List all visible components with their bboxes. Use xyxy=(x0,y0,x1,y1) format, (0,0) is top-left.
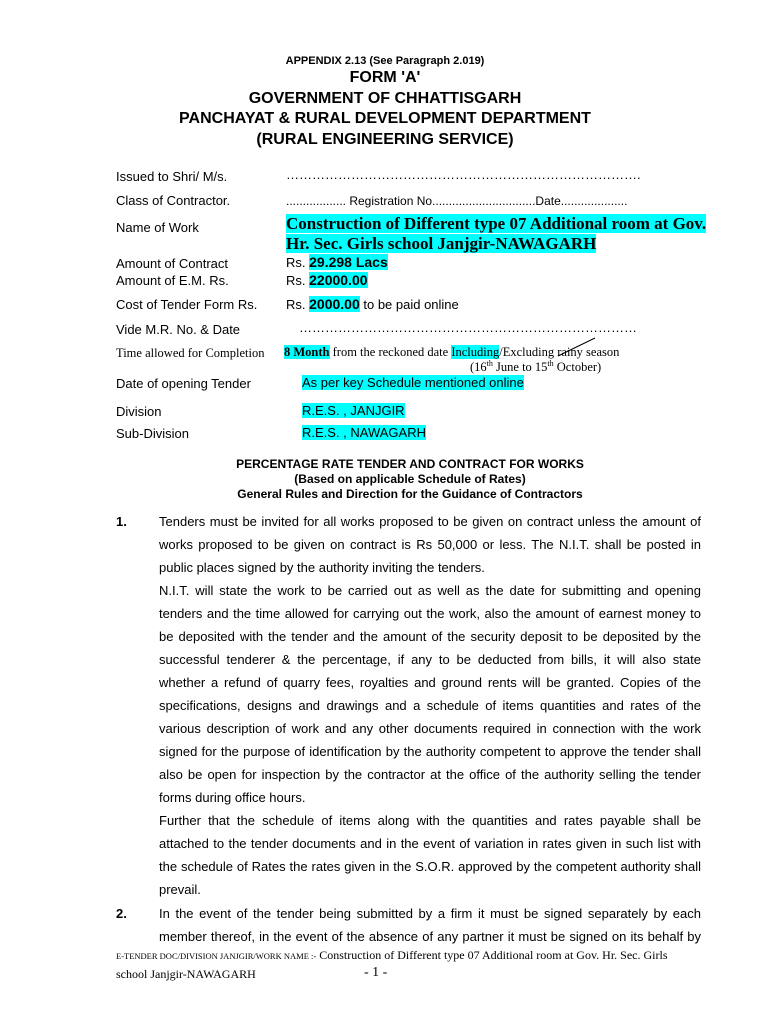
rainy-mid: June to 15 xyxy=(496,360,548,374)
work-name-line1: Construction of Different type 07 Additional room at Gov. xyxy=(286,214,707,233)
section-subtitle: (Based on applicable Schedule of Rates) xyxy=(294,472,526,486)
clause-body xyxy=(159,902,701,948)
division-value-row xyxy=(302,403,405,418)
time-text-2: /Excluding rainy season xyxy=(499,345,620,359)
work-name xyxy=(286,214,706,254)
opening-value: As per key Schedule mentioned online xyxy=(302,375,524,390)
strike-mark xyxy=(540,336,600,360)
rainy-open: (16 xyxy=(470,360,487,374)
division-value: R.E.S. , JANJGIR xyxy=(302,403,405,418)
amount-prefix: Rs. xyxy=(286,255,306,270)
subdivision-label: Sub-Division xyxy=(116,426,189,441)
section-title: PERCENTAGE RATE TENDER AND CONTRACT FOR WORKS xyxy=(236,457,584,471)
clause-number: 2. xyxy=(116,906,127,921)
rainy-sup-1: th xyxy=(486,358,493,368)
footer-prefix: E-TENDER DOC/DIVISION JANJGIR/WORK NAME :- xyxy=(116,951,317,961)
vide-label: Vide M.R. No. & Date xyxy=(116,322,241,337)
section-rules: General Rules and Direction for the Guidance of Contractors xyxy=(237,487,583,501)
amount-label: Amount of Contract xyxy=(116,256,228,271)
issued-value: ………………………………………………………………………. xyxy=(286,167,641,182)
subdivision-value: R.E.S. , NAWAGARH xyxy=(302,425,426,440)
opening-value-row xyxy=(302,375,524,390)
em-value-row xyxy=(286,272,368,288)
clause-number: 1. xyxy=(116,514,127,529)
rainy-close: October) xyxy=(556,360,602,374)
time-months: 8 Month xyxy=(284,345,330,359)
clause-paragraph: In the event of the tender being submitted by a firm it must be signed separately by each member thereof, in the event of the absence of any partner it must be signed on its behalf by xyxy=(159,906,701,944)
service-title: (RURAL ENGINEERING SERVICE) xyxy=(256,131,514,148)
class-label: Class of Contractor. xyxy=(116,193,231,208)
cost-suffix: to be paid online xyxy=(363,297,459,312)
department-title: PANCHAYAT & RURAL DEVELOPMENT DEPARTMENT xyxy=(179,110,591,127)
amount-value: 29.298 Lacs xyxy=(309,254,388,270)
footer-line-2: school Janjgir-NAWAGARH xyxy=(116,967,256,981)
time-text-1: from the reckoned date xyxy=(332,345,449,359)
class-registration-value: .................. Registration No...............................Date.................... xyxy=(286,194,628,208)
em-value: 22000.00 xyxy=(309,272,368,288)
government-title: GOVERNMENT OF CHHATTISGARH xyxy=(248,90,522,107)
footer-line xyxy=(116,948,668,963)
vide-value: …………………………………………………………………… xyxy=(299,320,637,335)
rainy-sup-2: th xyxy=(547,358,554,368)
amount-value-row xyxy=(286,254,388,270)
appendix-ref: APPENDIX 2.13 (See Paragraph 2.019) xyxy=(285,55,485,67)
em-prefix: Rs. xyxy=(286,273,306,288)
clause-paragraph: Tenders must be invited for all works proposed to be given on contract unless the amount of works proposed to be given on contract is Rs 50,000 or less. The N.I.T. shall be posted in public places signed by the authority inviting the tenders. xyxy=(159,514,701,575)
division-label: Division xyxy=(116,404,162,419)
work-label: Name of Work xyxy=(116,220,199,235)
em-label: Amount of E.M. Rs. xyxy=(116,273,229,288)
cost-value: 2000.00 xyxy=(309,296,360,312)
time-including: Including xyxy=(451,345,500,359)
rainy-season-row xyxy=(470,360,601,375)
cost-value-row xyxy=(286,296,459,312)
form-title: FORM 'A' xyxy=(349,69,421,86)
opening-label: Date of opening Tender xyxy=(116,376,251,391)
cost-label: Cost of Tender Form Rs. xyxy=(116,297,258,312)
time-label: Time allowed for Completion xyxy=(116,346,265,360)
issued-label: Issued to Shri/ M/s. xyxy=(116,169,228,184)
clause-body xyxy=(159,510,701,901)
page-number: - 1 - xyxy=(364,965,388,980)
work-name-line2: Hr. Sec. Girls school Janjgir-NAWAGARH xyxy=(286,234,597,253)
footer-work: Construction of Different type 07 Additional room at Gov. Hr. Sec. Girls xyxy=(319,948,668,962)
clause-paragraph: N.I.T. will state the work to be carried out as well as the date for submitting and opening tenders and the time allowed for carrying out the work, also the amount of earnest money to be deposited with the tender and the amount of the security deposit to be deposited by the successful tenderer & the percentage, if any to be deducted from bills, it will also state whether a refund of quarry fees, royalties and ground rents will be granted. Copies of the specifications, designs and drawings and a schedule of items quantities and rates of the various description of work and any other documents required in connection with the work signed for the purpose of identification by the authority competent to approve the tender shall also be open for inspection by the contractor at the office of the authority selling the tender forms during office hours. xyxy=(159,583,701,805)
cost-prefix: Rs. xyxy=(286,297,306,312)
clause-paragraph: Further that the schedule of items along with the quantities and rates payable shall be attached to the tender documents and in the event of variation in rates given in such list with the schedule of Rates the rates given in the S.O.R. approved by the competent authority shall prevail. xyxy=(159,813,701,897)
subdivision-value-row xyxy=(302,425,426,440)
